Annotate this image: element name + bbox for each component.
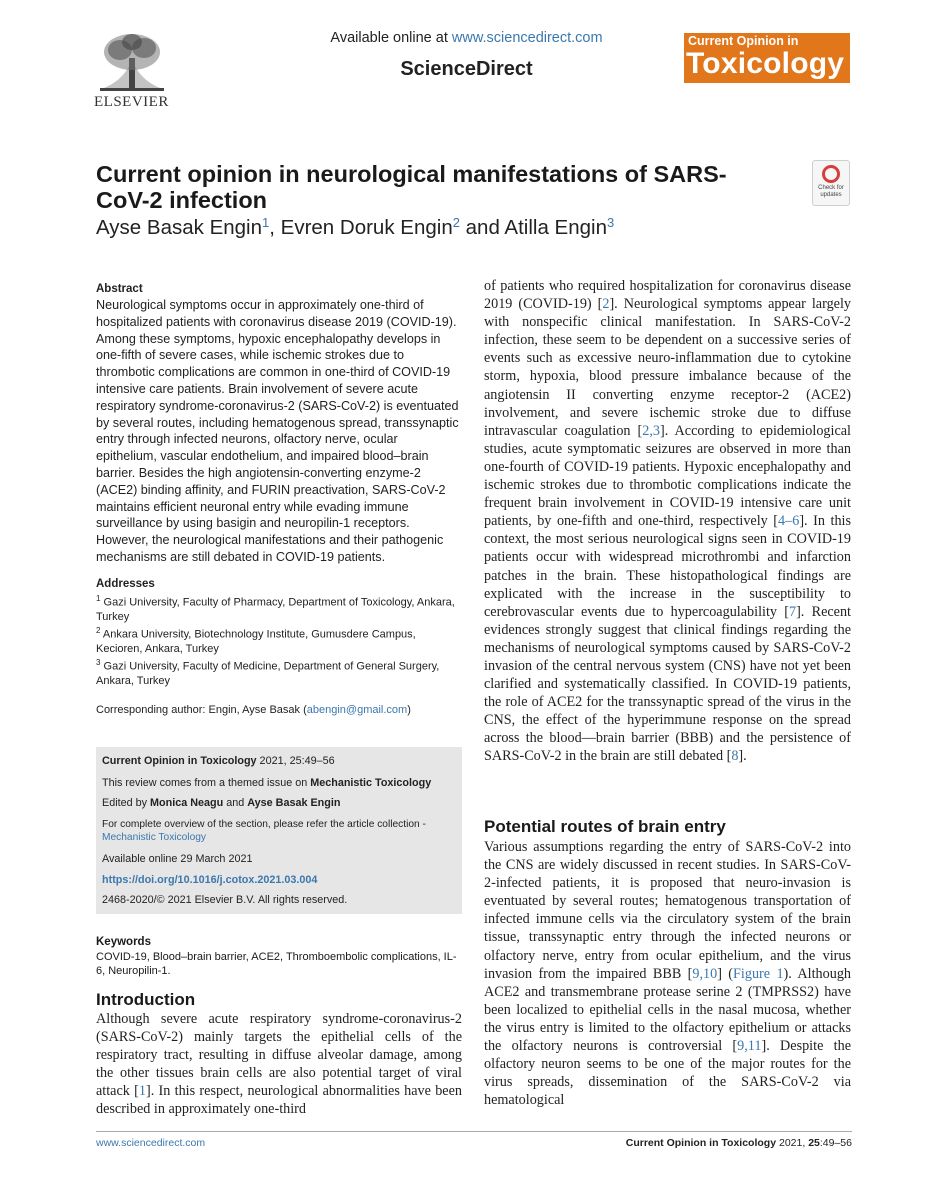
overview-text: For complete overview of the section, please refer the article collection - — [102, 819, 426, 830]
body-text: ] ( — [717, 965, 734, 982]
address-item — [96, 624, 462, 656]
collection-link[interactable]: Mechanistic Toxicology — [102, 832, 206, 843]
themed-prefix: This review comes from a themed issue on — [102, 777, 311, 789]
edited-prefix: Edited by — [102, 797, 151, 809]
editor-and: and — [223, 797, 248, 809]
info-citation — [102, 755, 458, 767]
author-affil-mark[interactable]: 2 — [452, 215, 460, 230]
footer-divider — [96, 1131, 852, 1132]
citation-link[interactable]: 1 — [138, 1083, 146, 1100]
citation-link[interactable]: 9,10 — [692, 965, 718, 982]
address-num: 1 — [96, 593, 101, 603]
address-item — [96, 592, 462, 624]
abstract-text: Neurological symptoms occur in approximately one-third of hospitalized patients with coronavirus disease 2019 (COVID-19). Among these symptoms, hypoxic encephalopathy develops in one-fifth of severe cases, while ischemic strokes due to thrombotic complications are common in one-third of COVID-19 intensive care patients. Brain involvement of severe acute respiratory syndrome-coronavirus-2 (SARS-CoV-2) is eventuated by several routes, including hematogenous spread, transsynaptic entry through infected neurons, olfactory nerve, ocular epithelium, vascular endothelium, and impaired blood–brain barrier. Besides the high angiotensin-converting enzyme-2 (ACE2) binding affinity, and FURIN preactivation, SARS-CoV-2 maintains efficient neuronal entry while evading immune surveillance by using basigin and neuropilin-1 receptors. However, the neurological manifestations and their pathogenic mechanisms are still debated in COVID-19 patients. — [96, 298, 459, 564]
address-num: 2 — [96, 626, 101, 635]
footer-journal: Current Opinion in Toxicology — [625, 1137, 777, 1149]
abstract-heading: Abstract — [96, 283, 143, 295]
info-journal: Current Opinion in Toxicology — [102, 755, 257, 767]
keywords-text: COVID-19, Blood–brain barrier, ACE2, Thromboembolic complications, IL-6, Neuropilin-1. — [96, 951, 457, 978]
corresponding-suffix: ) — [407, 703, 411, 716]
body-text: of patients who required hospitalization for coronavirus disease 2019 (COVID-19) [ — [484, 278, 851, 313]
body-text: ]. According to epidemiological studies, acute symptomatic seizures are observed in more than one-fourth of COVID-19 patients. Hypoxic encephalopathy and ischemic strokes due to thrombotic complications indicate the frequent brain involvement in COVID-19 intensive care unit patients, by one-fifth and one-third, respectively [ — [484, 422, 851, 530]
body-text: ]. Recent evidences strongly suggest that clinical findings regarding the mechanisms of neurological symptoms caused by SARS-CoV-2 invasion of the central nervous system (CNS) have not yet been clarified and systematically classified. In COVID-19 patients, the role of ACE2 for the transsynaptic spread of the virus in the CNS, the effect of the hyperimmune response on the spread across the blood—brain barrier (BBB) and the persistence of SARS-CoV-2 in the brain are still debated [ — [484, 603, 852, 765]
info-editors — [102, 797, 458, 809]
article-title: Current opinion in neurological manifestations of SARS-CoV-2 infection — [96, 161, 727, 213]
bookmark-icon — [822, 165, 840, 183]
author-separator: and — [459, 216, 505, 239]
corresponding-prefix: Corresponding author: Engin, Ayse Basak ( — [96, 703, 307, 716]
author-affil-mark[interactable]: 3 — [606, 215, 615, 230]
address-text: Gazi University, Faculty of Medicine, Department of General Surgery, Ankara, Turkey — [96, 660, 440, 688]
address-num: 3 — [96, 658, 101, 668]
doi-link[interactable]: https://doi.org/10.1016/j.cotox.2021.03.004 — [102, 874, 318, 886]
citation-link[interactable]: 2,3 — [642, 422, 661, 439]
journal-logo — [684, 33, 850, 83]
citation-link[interactable]: 9,11 — [737, 1038, 762, 1055]
address-text: Gazi University, Faculty of Pharmacy, Department of Toxicology, Ankara, Turkey — [96, 596, 455, 623]
section-heading-routes: Potential routes of brain entry — [484, 817, 726, 836]
footer-pages: :49–56 — [819, 1137, 852, 1149]
citation-link[interactable]: 7 — [788, 603, 797, 620]
info-citation-detail: 2021, 25:49–56 — [256, 755, 335, 767]
info-overview — [102, 818, 458, 844]
article-info-box — [96, 747, 462, 914]
keywords-section — [96, 934, 462, 978]
keywords-heading: Keywords — [96, 936, 151, 948]
address-item — [96, 656, 462, 688]
body-paragraph — [484, 277, 851, 766]
info-available-online: Available online 29 March 2021 — [102, 853, 253, 865]
body-text: Various assumptions regarding the entry of SARS-CoV-2 into the CNS are widely discussed in recent studies. In SARS-CoV-2-infected patients, it is proposed that neuro-invasion is eventuated by several routes; hematogenous transportation of infected immune cells via the circulatory system of the brain tissue, transsynaptic entry through the infected neurons or olfactory nerve, entry from ocular epithelium, and the virus invasion from the impaired BBB [ — [484, 839, 851, 982]
author-affil-mark[interactable]: 1 — [262, 215, 270, 230]
body-text: Although severe acute respiratory syndrome-coronavirus-2 (SARS-CoV-2) mainly targets the epithelial cells of the respiratory tract, resulting in diffuse alveolar damage, among the other tissues brain cells are also potential target of viral attack [ — [96, 1011, 462, 1100]
footer-volume: 25 — [808, 1137, 820, 1149]
introduction-paragraph — [96, 1010, 462, 1119]
footer-url-link[interactable]: www.sciencedirect.com — [96, 1137, 206, 1149]
body-text: ]. — [738, 748, 747, 765]
footer-citation — [520, 1137, 852, 1149]
address-text: Ankara University, Biotechnology Institute, Gumusdere Campus, Kecioren, Ankara, Turkey — [96, 628, 416, 655]
check-badge-text: Check for updates — [818, 185, 844, 198]
figure-link[interactable]: Figure 1 — [733, 965, 784, 982]
front-matter-column — [96, 281, 462, 717]
publisher-name: ELSEVIER — [94, 94, 169, 110]
platform-name: ScienceDirect — [400, 58, 533, 80]
body-paragraph — [484, 838, 851, 1109]
footer-year: 2021, — [776, 1137, 809, 1149]
author-name: Evren Doruk Engin — [280, 216, 453, 239]
author-name: Atilla Engin — [504, 216, 607, 239]
sciencedirect-link[interactable]: www.sciencedirect.com — [451, 30, 603, 46]
available-prefix: Available online at — [330, 30, 452, 46]
info-copyright: 2468-2020/© 2021 Elsevier B.V. All rights reserved. — [102, 894, 348, 906]
check-for-updates-badge[interactable] — [812, 160, 850, 206]
corresponding-author — [96, 703, 462, 717]
editor-name: Ayse Basak Engin — [247, 797, 341, 809]
introduction-heading: Introduction — [96, 990, 196, 1009]
body-text: ]. In this context, the most serious neurological signs seen in COVID-19 patients occur with widespread microthrombi and infarction patches in the brain. These histopathological findings are explicated with the increase in the susceptibility to cerebrovascular events due to hypercoagulability [ — [484, 513, 851, 620]
addresses-heading: Addresses — [96, 577, 155, 590]
author-separator: , — [269, 216, 281, 239]
info-themed-issue — [102, 777, 458, 789]
citation-link[interactable]: 4–6 — [778, 513, 800, 530]
author-name: Ayse Basak Engin — [96, 216, 263, 239]
journal-logo-line1: Current Opinion in — [688, 34, 799, 48]
journal-logo-line2: Toxicology — [686, 47, 845, 80]
citation-link[interactable]: 2 — [602, 296, 610, 313]
citation-link[interactable]: 8 — [731, 748, 739, 765]
body-text: ]. In this respect, neurological abnormalities have been described in approximately one-third — [96, 1083, 462, 1118]
editor-name: Monica Neagu — [150, 797, 224, 809]
body-text: ]. Despite the olfactory neuron seems to be one of the major routes for the virus spreads, dissemination of the SARS-CoV-2 via hematological — [484, 1038, 851, 1109]
body-text: ]. Neurological symptoms appear largely with nonspecific clinical manifestation. In SARS-CoV-2 infection, these seem to be dependent on a successive series of events such as excessive neuro-inflammation due to cytokine storm, hypoxia, blood pressure imbalance because of the angiotensin II converting enzyme receptor-2 (ACE2) involvement, and severe ischemic stroke due to diffuse intravascular coagulation [ — [484, 296, 851, 439]
corresponding-email-link[interactable]: abengin@gmail.com — [306, 703, 408, 716]
body-text: ). Although ACE2 and transmembrane protease serine 2 (TMPRSS2) have been localized to epithelial cells in the nasal mucosa, whether the virus entry is limited to the olfactory epithelium or attacks the olfactory neurons is controversial [ — [484, 965, 852, 1055]
themed-topic: Mechanistic Toxicology — [310, 777, 432, 789]
author-list — [96, 215, 614, 240]
